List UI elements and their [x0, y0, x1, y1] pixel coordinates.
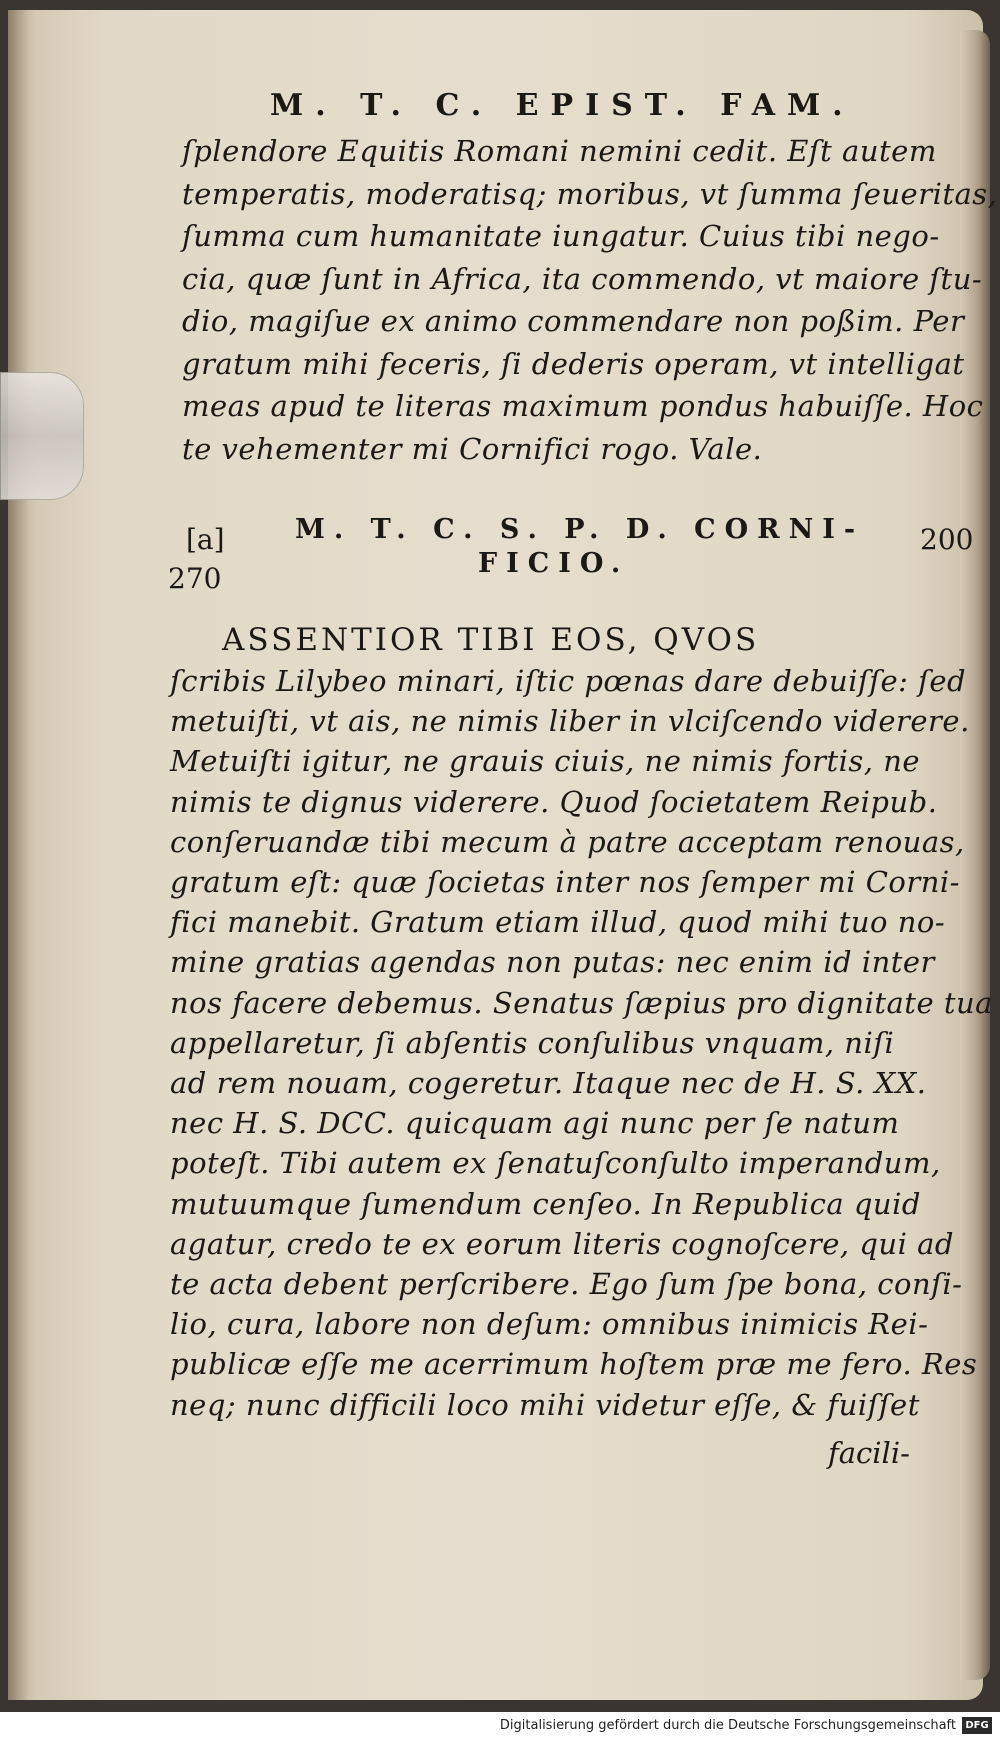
marginal-number-left: 270	[168, 562, 222, 595]
text-line: nos facere debemus. Senatus ſæpius pro dignitate tua	[170, 985, 993, 1020]
text-line: conſeruandæ tibi mecum à patre acceptam renouas,	[170, 824, 965, 859]
text-line: appellaretur, ſi abſentis conſulibus vnquam, niſi	[170, 1025, 895, 1060]
text-line: ſplendore Equitis Romani nemini cedit. Eſt autem	[182, 134, 937, 168]
marginal-letter: [a]	[186, 523, 225, 556]
text-line: nec H. S. DCC. quicquam agi nunc per ſe natum	[170, 1106, 900, 1141]
text-line: lio, cura, labore non deſum: omnibus inimicis Rei-	[170, 1307, 929, 1342]
text-line: fici manebit. Gratum etiam illud, quod mihi tuo no-	[170, 905, 946, 940]
text-line: mutuumque ſumendum cenſeo. In Republica quid	[170, 1186, 921, 1221]
text-line: ſumma cum humanitate iungatur. Cuius tibi nego-	[182, 219, 940, 253]
catchword: facili-	[828, 1436, 910, 1470]
text-line: ſcribis Lilybeo minari, iſtic pœnas dare debuiſſe: ſed	[170, 664, 967, 698]
letter-heading-line1: M. T. C. S. P. D. CORNI-	[295, 514, 865, 545]
digitization-footer	[0, 1712, 1000, 1741]
text-line: cia, quæ ſunt in Africa, ita commendo, vt maiore ſtu-	[182, 261, 983, 296]
text-line: ad rem nouam, cogeretur. Itaque nec de H. S. XX.	[170, 1066, 927, 1100]
running-head: M. T. C. EPIST. FAM.	[270, 88, 855, 123]
letter-heading-line2: FICIO.	[478, 548, 630, 579]
text-line: te acta debent perſcribere. Ego ſum ſpe bona, conſi-	[170, 1267, 963, 1301]
text-line: agatur, credo te ex eorum literis cognoſcere, qui ad	[170, 1226, 954, 1261]
page-clip	[0, 372, 84, 500]
text-line: metuiſti, vt ais, ne nimis liber in vlciſcendo viderere.	[170, 704, 970, 739]
text-line: gratum eſt: quæ ſocietas inter nos ſemper mi Corni-	[170, 865, 960, 899]
letter-incipit: ASSENTIOR TIBI EOS, QVOS	[222, 622, 760, 658]
page-gutter	[8, 10, 30, 1700]
text-line: dio, magiſue ex animo commendare non poßim. Per	[182, 304, 965, 338]
text-line: poteſt. Tibi autem ex ſenatuſconſulto imperandum,	[170, 1146, 941, 1181]
footer-credit: Digitalisierung gefördert durch die Deutsche Forschungsgemeinschaft	[499, 1718, 956, 1733]
text-line: nimis te dignus viderere. Quod ſocietatem Reipub.	[170, 784, 938, 819]
text-line: meas apud te literas maximum pondus habuiſſe. Hoc	[182, 389, 984, 423]
marginal-number-right: 200	[920, 523, 974, 556]
text-line: publicæ eſſe me acerrimum hoſtem præ me fero. Res	[170, 1347, 978, 1382]
text-line: neq; nunc difficili loco mihi videtur eſſe, & fuiſſet	[170, 1387, 920, 1422]
dfg-logo: DFG	[962, 1717, 992, 1734]
text-line: mine gratias agendas non putas: nec enim id inter	[170, 945, 935, 980]
text-line: gratum mihi feceris, ſi dederis operam, vt intelligat	[182, 346, 965, 381]
text-line: te vehementer mi Cornifici rogo. Vale.	[182, 431, 763, 466]
text-line: Metuiſti igitur, ne grauis ciuis, ne nimis fortis, ne	[170, 744, 921, 779]
text-line: temperatis, moderatisq; moribus, vt ſumma ſeueritas,	[182, 176, 998, 211]
